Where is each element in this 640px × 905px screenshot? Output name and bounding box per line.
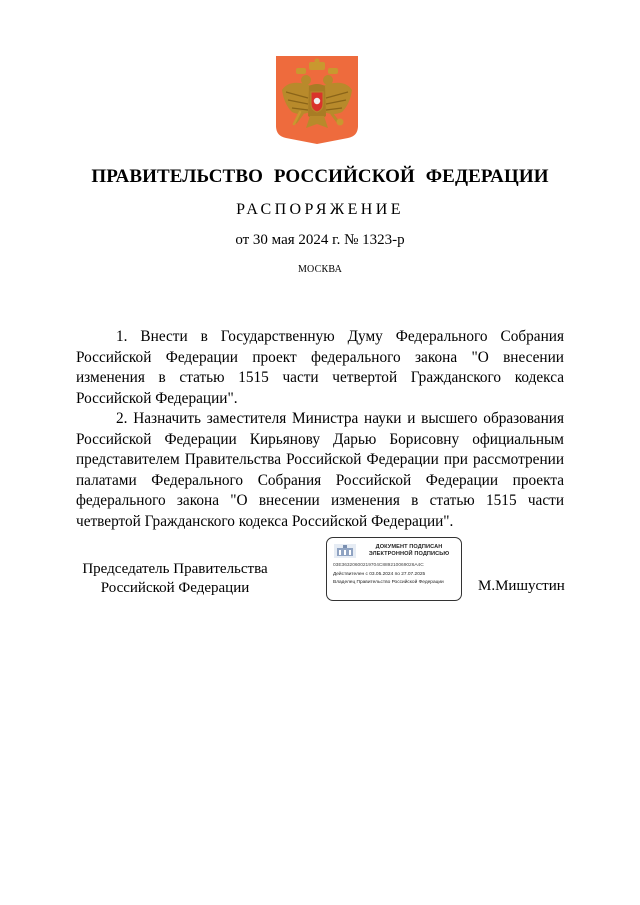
paragraph-2: 2. Назначить заместителя Министра науки и высшего образования Российской Федерации Кирьянову Дарью Борисовну официальным представителем Правительства Российской Федерации при рассмотрении палатами Федерального Собрания Российской Федерации проекта федерального закона "О внесении изменения в статью 1515 части четвертой Гражданского кодекса Российской Федерации".	[76, 410, 564, 530]
stamp-title-line-1: ДОКУМЕНТ ПОДПИСАН	[375, 544, 443, 550]
paragraph-1: 1. Внести в Государственную Думу Федерального Собрания Российской Федерации проект федерального закона "О внесении изменения в статью 1515 части четвертой Гражданского кодекса Российской Федерации".	[76, 328, 564, 407]
electronic-signature-stamp	[326, 537, 462, 601]
signer-role-line-2: Российской Федерации	[100, 580, 250, 596]
signer-role-line-1: Председатель Правительства	[82, 561, 268, 577]
coat-of-arms	[276, 56, 358, 144]
stamp-title	[359, 544, 459, 558]
stamp-serial: 03E36320600219704C889210069026A4C	[333, 563, 424, 568]
document-type: РАСПОРЯЖЕНИЕ	[236, 201, 404, 218]
stamp-owner: Владелец Правительство Российской Федерации	[333, 580, 444, 585]
document-date-number: от 30 мая 2024 г. № 1323-р	[235, 232, 405, 248]
stamp-validity: Действителен с 03.05.2024 по 27.07.2025	[333, 572, 426, 577]
document-body	[76, 327, 564, 532]
government-title: ПРАВИТЕЛЬСТВО РОССИЙСКОЙ ФЕДЕРАЦИИ	[91, 166, 549, 187]
government-building-icon	[334, 544, 356, 558]
russian-coat-of-arms-icon	[276, 56, 358, 144]
stamp-title-line-2: ЭЛЕКТРОННОЙ ПОДПИСЬЮ	[368, 551, 450, 557]
signer-name: М.Мишустин	[478, 578, 565, 594]
document-city: МОСКВА	[297, 264, 343, 275]
signer-role	[70, 560, 280, 598]
